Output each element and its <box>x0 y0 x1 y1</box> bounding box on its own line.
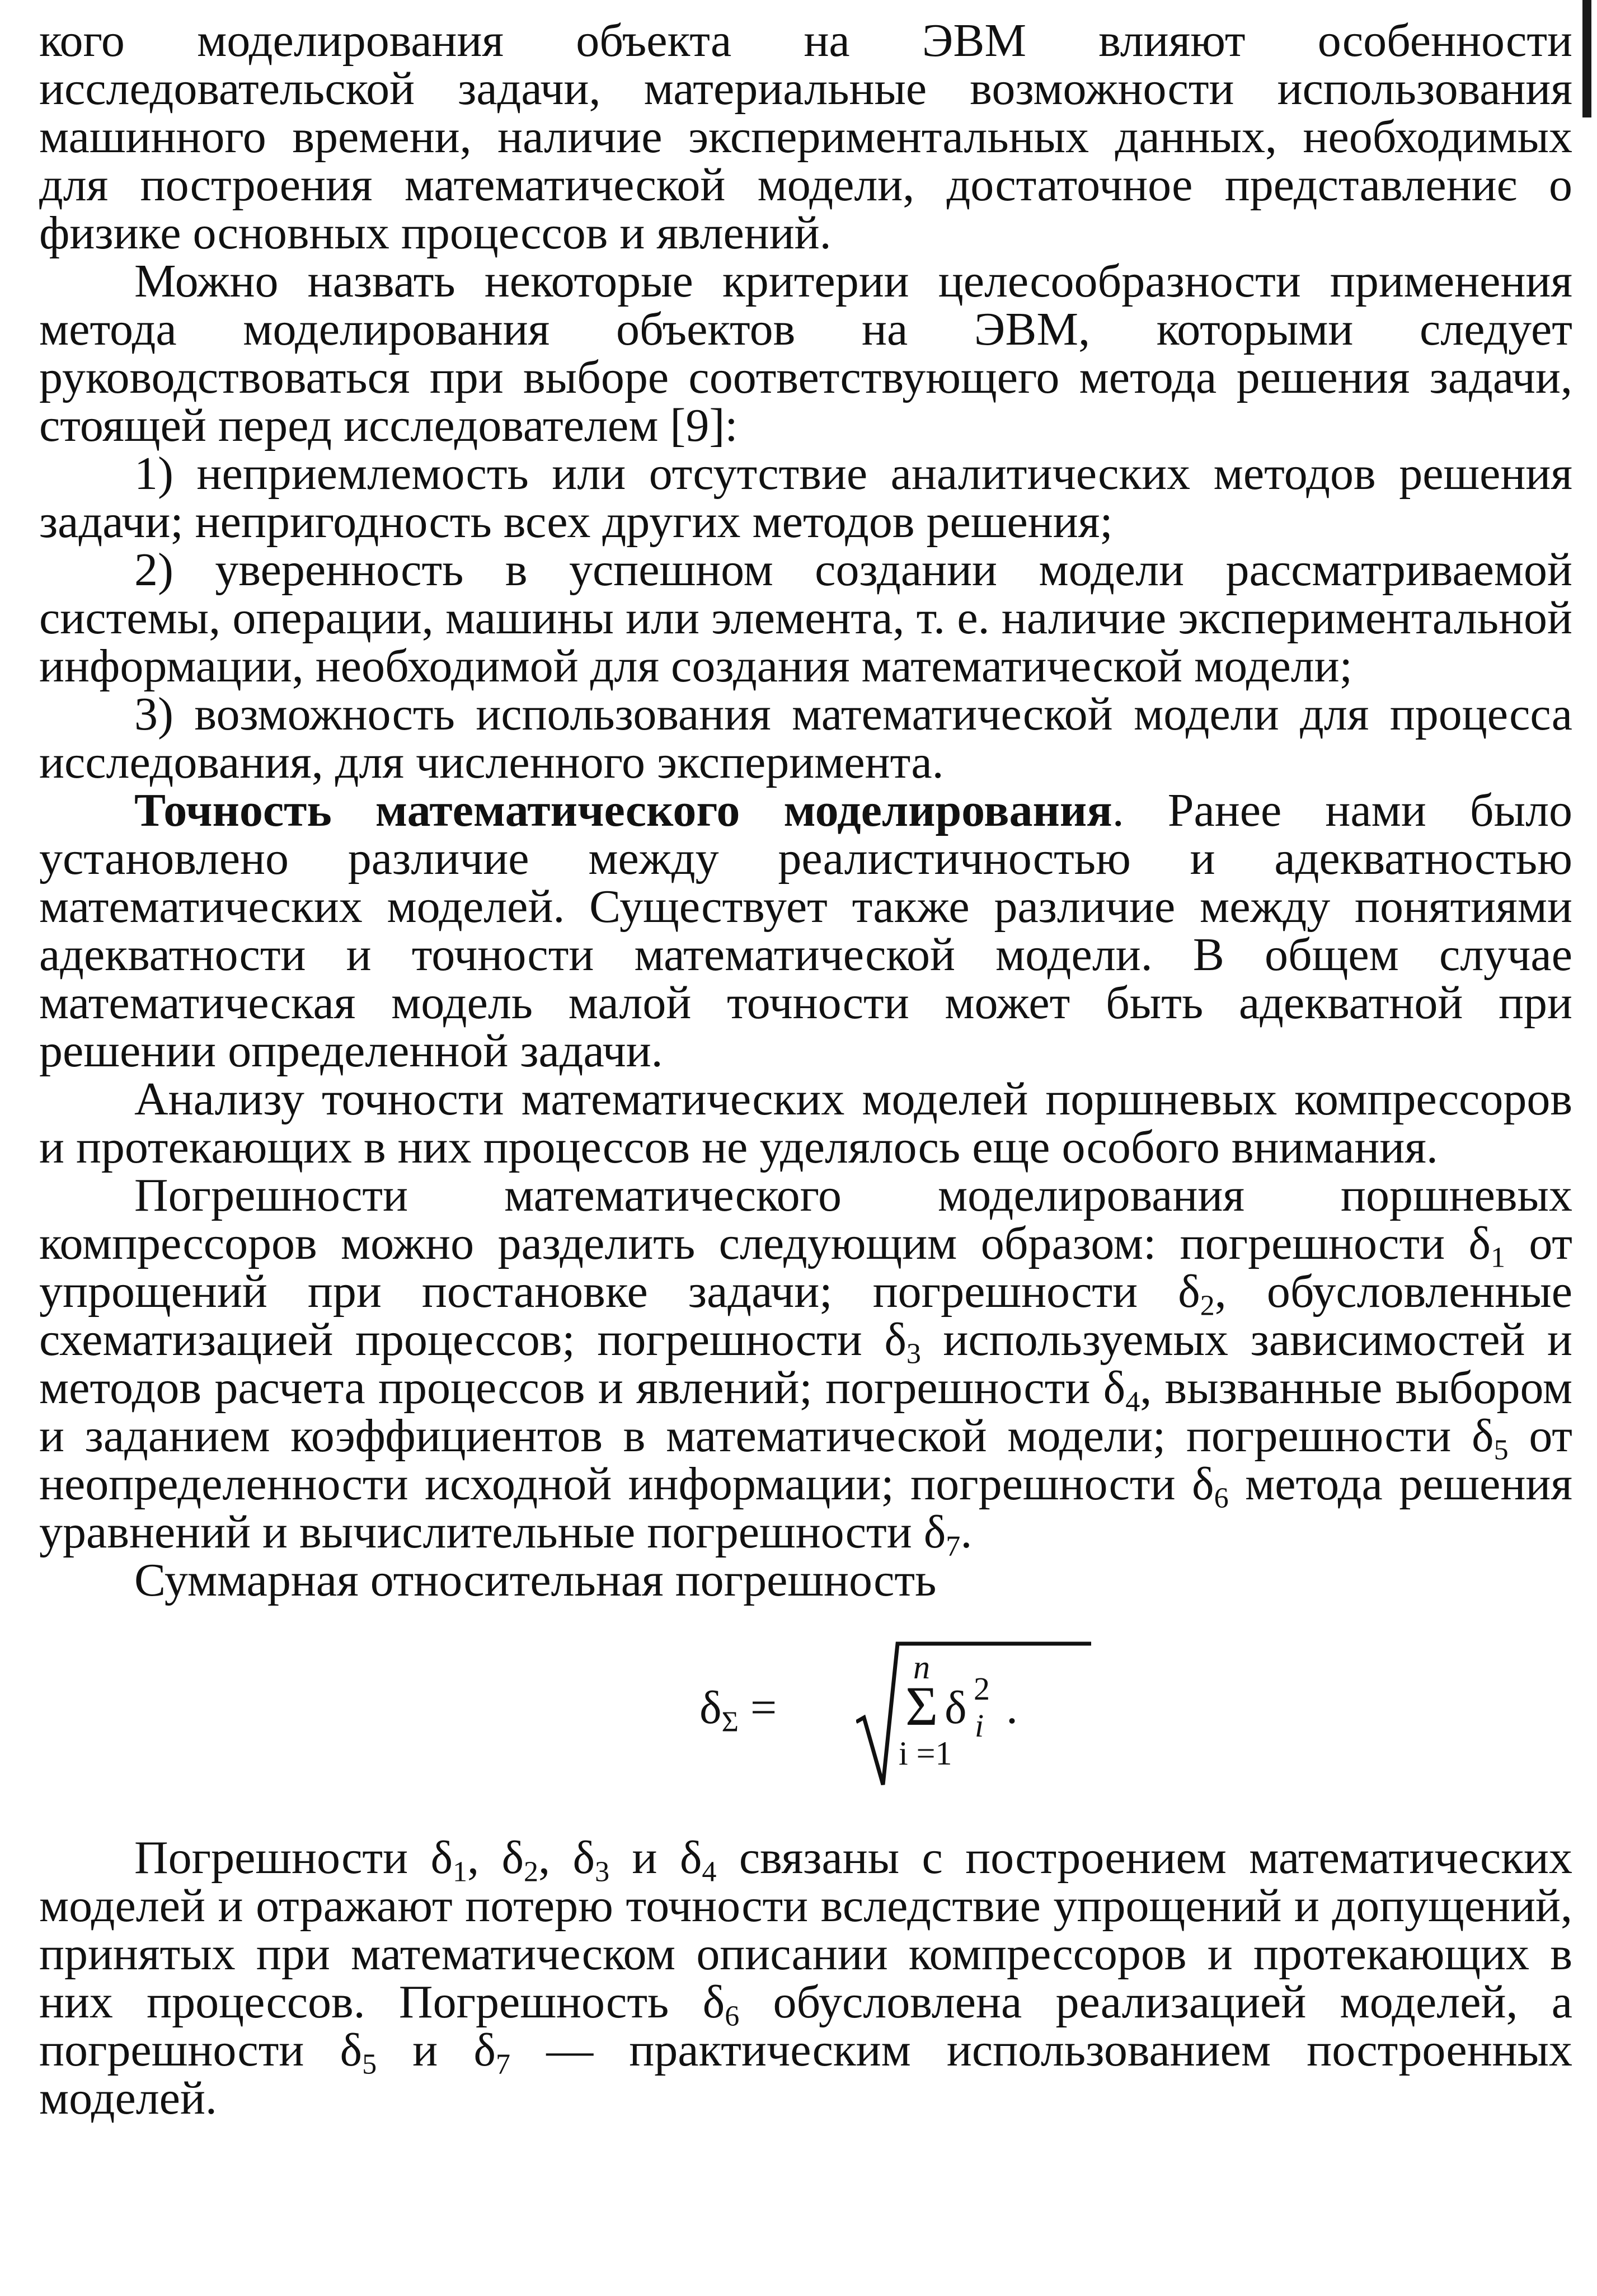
text-run: Погрешности δ <box>134 1832 453 1884</box>
paragraph-error-sources <box>39 1834 1572 2123</box>
subscript: 2 <box>524 1856 539 1888</box>
subscript: 3 <box>595 1856 610 1888</box>
paragraph-errors <box>39 1169 1573 1563</box>
sum-symbol: Σ <box>905 1675 938 1737</box>
subscript: 1 <box>1490 1241 1506 1274</box>
square-exponent: 2 <box>974 1671 990 1707</box>
equals-sign: = <box>738 1682 777 1734</box>
paragraph-analysis: Анализу точности математических моделей поршневых компрессоров и протекающих в них процессов не уделялось еще особого внимания. <box>39 1073 1572 1173</box>
formula-period: . <box>1006 1682 1018 1734</box>
sum-upper-limit: n <box>913 1649 930 1686</box>
total-error-formula <box>699 1638 1035 1795</box>
page-edge-mark <box>1582 0 1591 117</box>
text-run: и δ <box>377 2024 496 2076</box>
accuracy-heading: Точность математического моделирования <box>134 784 1112 836</box>
text-run: и δ <box>609 1832 702 1884</box>
subscript: 6 <box>1214 1482 1229 1514</box>
subscript: 7 <box>946 1530 961 1563</box>
subscript: 7 <box>496 2048 511 2081</box>
list-item-1: 1) неприемлемость или отсутствие аналитических методов решения задачи; непригодность всех других методов решения; <box>39 448 1572 548</box>
delta-term: δ <box>945 1682 967 1734</box>
text-run: , δ <box>467 1832 524 1884</box>
paragraph-intro-continued: кого моделирования объекта на ЭВМ влияют особенности исследовательской задачи, материальные возможности использования машинного времени, наличие экспериментальных данных, необходимых для построения математической модели, достаточное представлениє о физике основных процессов и явлений. <box>39 15 1572 259</box>
accuracy-text: . Ранее нами было установлено различие между реалистичностью и адекватностью математических моделей. Существует также различие между понятиями адекватности и точности математической модели. В общем случае математическая модель малой точности может быть адекватной при решении определенной задачи. <box>39 784 1572 1077</box>
text-run: , вызванные выбором и заданием коэффициентов в математической модели; погрешности δ <box>39 1362 1572 1462</box>
text-run: связаны с построением математических моделей и отражают потерю точности вследствие упрощений и допущений, принятых при математическом описании компрессоров и протекающих в них процессов. Погрешность δ <box>39 1832 1572 2028</box>
subscript: 4 <box>1125 1386 1140 1418</box>
delta-symbol: δ <box>699 1682 722 1734</box>
subscript: 5 <box>362 2048 377 2081</box>
square-root-sign <box>856 1638 1091 1789</box>
formula-lhs <box>699 1682 777 1738</box>
subscript: 6 <box>725 2000 740 2032</box>
text-run: используемых зависимостей и методов расчета процессов и явлений; погрешности δ <box>39 1314 1572 1414</box>
sigma-subscript: Σ <box>721 1706 739 1738</box>
index-subscript: i <box>975 1707 984 1744</box>
sum-lower-limit: i =1 <box>899 1735 952 1772</box>
text-run: от неопределенности исходной информации; погрешности δ <box>39 1410 1572 1510</box>
text-run: , δ <box>538 1832 595 1884</box>
text-run: Погрешности математического моделирования поршневых компрессоров можно разделить следующим образом: погрешности δ <box>39 1169 1572 1269</box>
text-run: от упрощений при постановке задачи; погрешности δ <box>39 1217 1572 1318</box>
list-item-3: 3) возможность использования математической модели для процесса исследования, для численного эксперимента. <box>39 688 1572 788</box>
paragraph-criteria: Можно назвать некоторые критерии целесообразности применения метода моделирования объектов на ЭВМ, которыми следует руководствоваться при выборе соответствующего метода решения задачи, стоящей перед исследователем [9]: <box>39 255 1572 451</box>
list-item-2: 2) уверенность в успешном создании модели рассматриваемой системы, операции, машины или элемента, т. е. наличие экспериментальной информации, необходимой для создания математической модели; <box>39 544 1572 692</box>
paragraph-accuracy <box>39 784 1572 1077</box>
subscript: 1 <box>453 1856 468 1888</box>
paragraph-total-error: Суммарная относительная погрешность <box>134 1554 937 1606</box>
text-run: метода решения уравнений и вычислительные погрешности δ <box>39 1458 1572 1558</box>
text-column <box>39 17 1572 2123</box>
subscript: 5 <box>1493 1434 1509 1466</box>
text-run: . <box>960 1506 973 1558</box>
formula-block <box>39 1627 1572 1795</box>
text-run: обусловлена реализацией моделей, а погрешности δ <box>39 1976 1572 2076</box>
subscript: 4 <box>702 1856 717 1888</box>
text-run: — практическим использованием построенных моделей. <box>39 2024 1572 2124</box>
text-run: , обусловленные схематизацией процессов; погрешности δ <box>39 1265 1573 1366</box>
subscript: 3 <box>906 1338 921 1370</box>
subscript: 2 <box>1200 1290 1215 1322</box>
